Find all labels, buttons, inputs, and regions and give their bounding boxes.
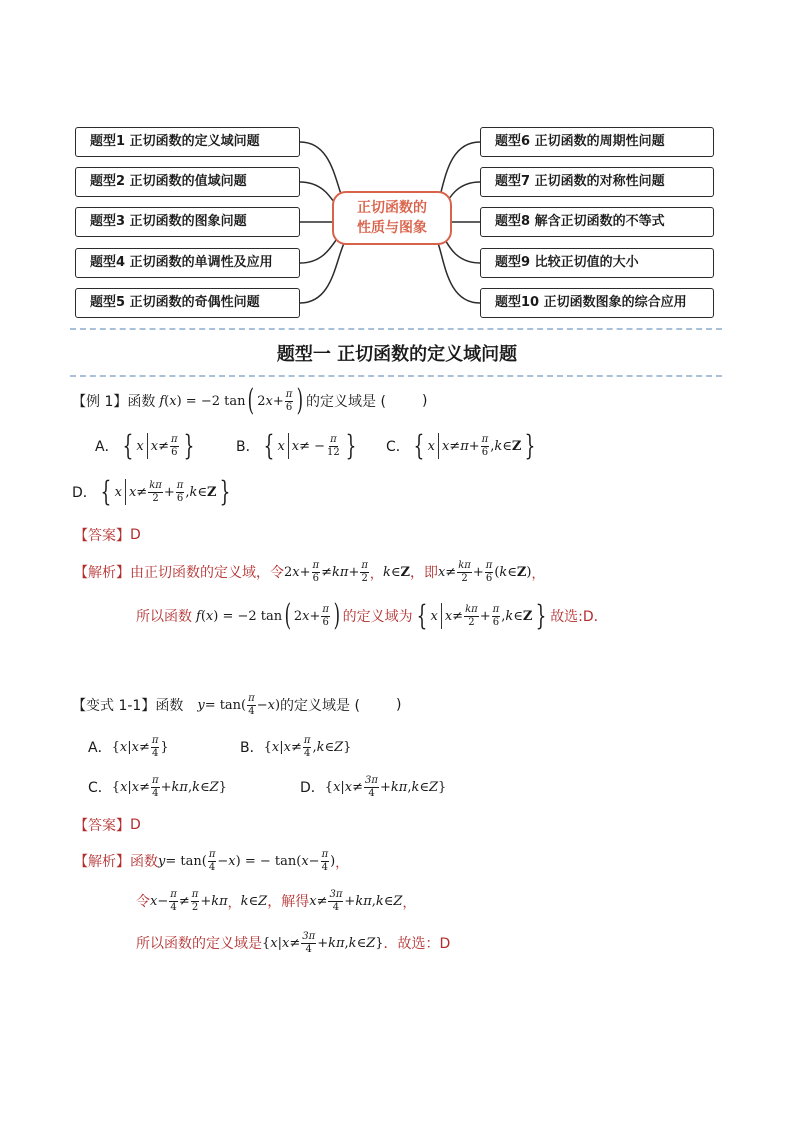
analysis-text: 令 xyxy=(136,894,150,910)
example-1-analysis-line-2: 所以函数 f ( x ) = −2 tan ( 2 x + $\frac{\pi}{6}$ ) 的定义域为 { x x ≠ $\frac{k\pi}{2}$ + $\frac{\pi}{6}$ , k ∈ Z } 故选:D． xyxy=(136,598,608,633)
topic-3-box: 题型3 正切函数的图象问题 xyxy=(75,207,300,237)
answer-label: 【答案】 xyxy=(74,818,130,834)
variant-1-analysis-line-3: 所以函数的定义域是 { x | x ≠ $\frac{3\pi}{4}$ + kπ , k ∈ Z } ．故选：D xyxy=(136,930,451,955)
example-1-analysis-line-1: 【解析】 由正切函数的定义域，令 2 x + $\frac{\pi}{6}$ ≠ kπ + $\frac{\pi}{2}$ ， k ∈ Z ，即 x ≠ $\frac{k\pi}{2}$ + $\frac{\pi}{6}$ ( k ∈ Z ) ， xyxy=(74,559,545,584)
blank-close: ) xyxy=(421,393,428,409)
option-d-label: D． xyxy=(72,485,97,501)
analysis-text: 函数 xyxy=(130,854,158,870)
topic-8-box: 题型8 解含正切函数的不等式 xyxy=(480,207,714,237)
variant-option-c: C． { x | x ≠ $\frac{\pi}{4}$ + kπ , k ∈ Z } xyxy=(88,774,227,799)
analysis-text: 所以函数的定义域是 xyxy=(136,936,262,952)
variant-option-b: B． { x | x ≠ $\frac{\pi}{4}$ , k ∈ Z } xyxy=(240,734,352,759)
option-b-label: B． xyxy=(236,439,260,455)
divider-bottom xyxy=(70,375,722,377)
option-d-label: D． xyxy=(300,780,325,796)
divider-top xyxy=(70,328,722,330)
analysis-text: 由正切函数的定义域，令 xyxy=(130,565,284,581)
topic-1-box: 题型1 正切函数的定义域问题 xyxy=(75,127,300,157)
analysis-label: 【解析】 xyxy=(74,854,130,870)
analysis-text: ，解得 xyxy=(267,894,310,910)
topic-6-box: 题型6 正切函数的周期性问题 xyxy=(480,127,714,157)
section-title: 题型一 正切函数的定义域问题 xyxy=(276,344,518,365)
variant-option-d: D． { x | x ≠ $\frac{3\pi}{4}$ + kπ , k ∈ Z } xyxy=(300,774,447,799)
mind-map-center xyxy=(332,191,452,245)
question-suffix: 的定义域是 ( xyxy=(306,394,386,410)
analysis-text: ，即 xyxy=(409,565,438,581)
variant-1-question: 【变式 1-1】函数 y = tan( $\frac{\pi}{4}$ − x ) 的定义域是 ( ) xyxy=(72,692,402,717)
center-title-line-2: 性质与图象 xyxy=(357,220,427,236)
question-suffix: 的定义域是 ( xyxy=(280,698,360,714)
option-a-label: A． xyxy=(95,439,119,455)
analysis-text: 的定义域为 xyxy=(342,609,413,625)
option-c-label: C． xyxy=(386,439,410,455)
analysis-text: 故选:D． xyxy=(550,609,608,625)
topic-4-box: 题型4 正切函数的单调性及应用 xyxy=(75,248,300,278)
mind-map xyxy=(0,0,794,330)
example-label: 【例 1】函数 xyxy=(72,394,156,410)
option-d: D． { x x ≠ $\frac{k\pi}{2}$ + $\frac{\pi}{6}$ , k ∈ Z } xyxy=(72,475,231,508)
variant-label: 【变式 1-1】函数 xyxy=(72,698,184,714)
topic-9-box: 题型9 比较正切值的大小 xyxy=(480,248,714,278)
example-1-question: 【例 1】函数 f ( x ) = −2 tan ( 2 x + $\frac{\pi}{6}$ ) 的定义域是 ( ) xyxy=(72,383,428,418)
variant-1-answer xyxy=(74,814,141,836)
option-c-label: C． xyxy=(88,780,112,796)
topic-2-box: 题型2 正切函数的值域问题 xyxy=(75,167,300,197)
analysis-label: 【解析】 xyxy=(74,565,130,581)
topic-5-box: 题型5 正切函数的奇偶性问题 xyxy=(75,288,300,318)
variant-1-analysis-line-2: 令 x − $\frac{\pi}{4}$ ≠ $\frac{\pi}{2}$ + kπ ， k ∈ Z ，解得 x ≠ $\frac{3\pi}{4}$ + kπ , k ∈ Z ， xyxy=(136,888,416,913)
topic-7-box: 题型7 正切函数的对称性问题 xyxy=(480,167,714,197)
option-b-label: B． xyxy=(240,740,264,756)
answer-value: D xyxy=(130,527,141,543)
example-1-answer xyxy=(74,524,141,546)
mind-map-connectors xyxy=(0,0,794,330)
topic-10-box: 题型10 正切函数图象的综合应用 xyxy=(480,288,714,318)
variant-1-analysis-line-1: 【解析】 函数 y = tan( $\frac{\pi}{4}$ − x ) = − tan( x − $\frac{\pi}{4}$ ) ， xyxy=(74,848,349,873)
answer-value: D xyxy=(130,817,141,833)
center-title-line-1: 正切函数的 xyxy=(357,200,427,216)
fraction: $\frac{\pi}{6}$ xyxy=(285,388,293,413)
blank-close: ) xyxy=(395,697,402,713)
option-c: C． { x x ≠ π + $\frac{\pi}{6}$ , k ∈ Z } xyxy=(386,429,536,462)
answer-label: 【答案】 xyxy=(74,528,130,544)
option-a-label: A． xyxy=(88,740,112,756)
analysis-text: ．故选：D xyxy=(383,936,451,952)
variant-option-a: A． { x | x ≠ $\frac{\pi}{4}$ } xyxy=(88,734,169,759)
analysis-text: 所以函数 xyxy=(136,609,192,625)
option-b: B． { x x ≠ − $\frac{\pi}{12}$ } xyxy=(236,429,357,462)
function-expression: f xyxy=(159,393,165,409)
option-a: A． { x x ≠ $\frac{\pi}{6}$ } xyxy=(95,429,194,462)
